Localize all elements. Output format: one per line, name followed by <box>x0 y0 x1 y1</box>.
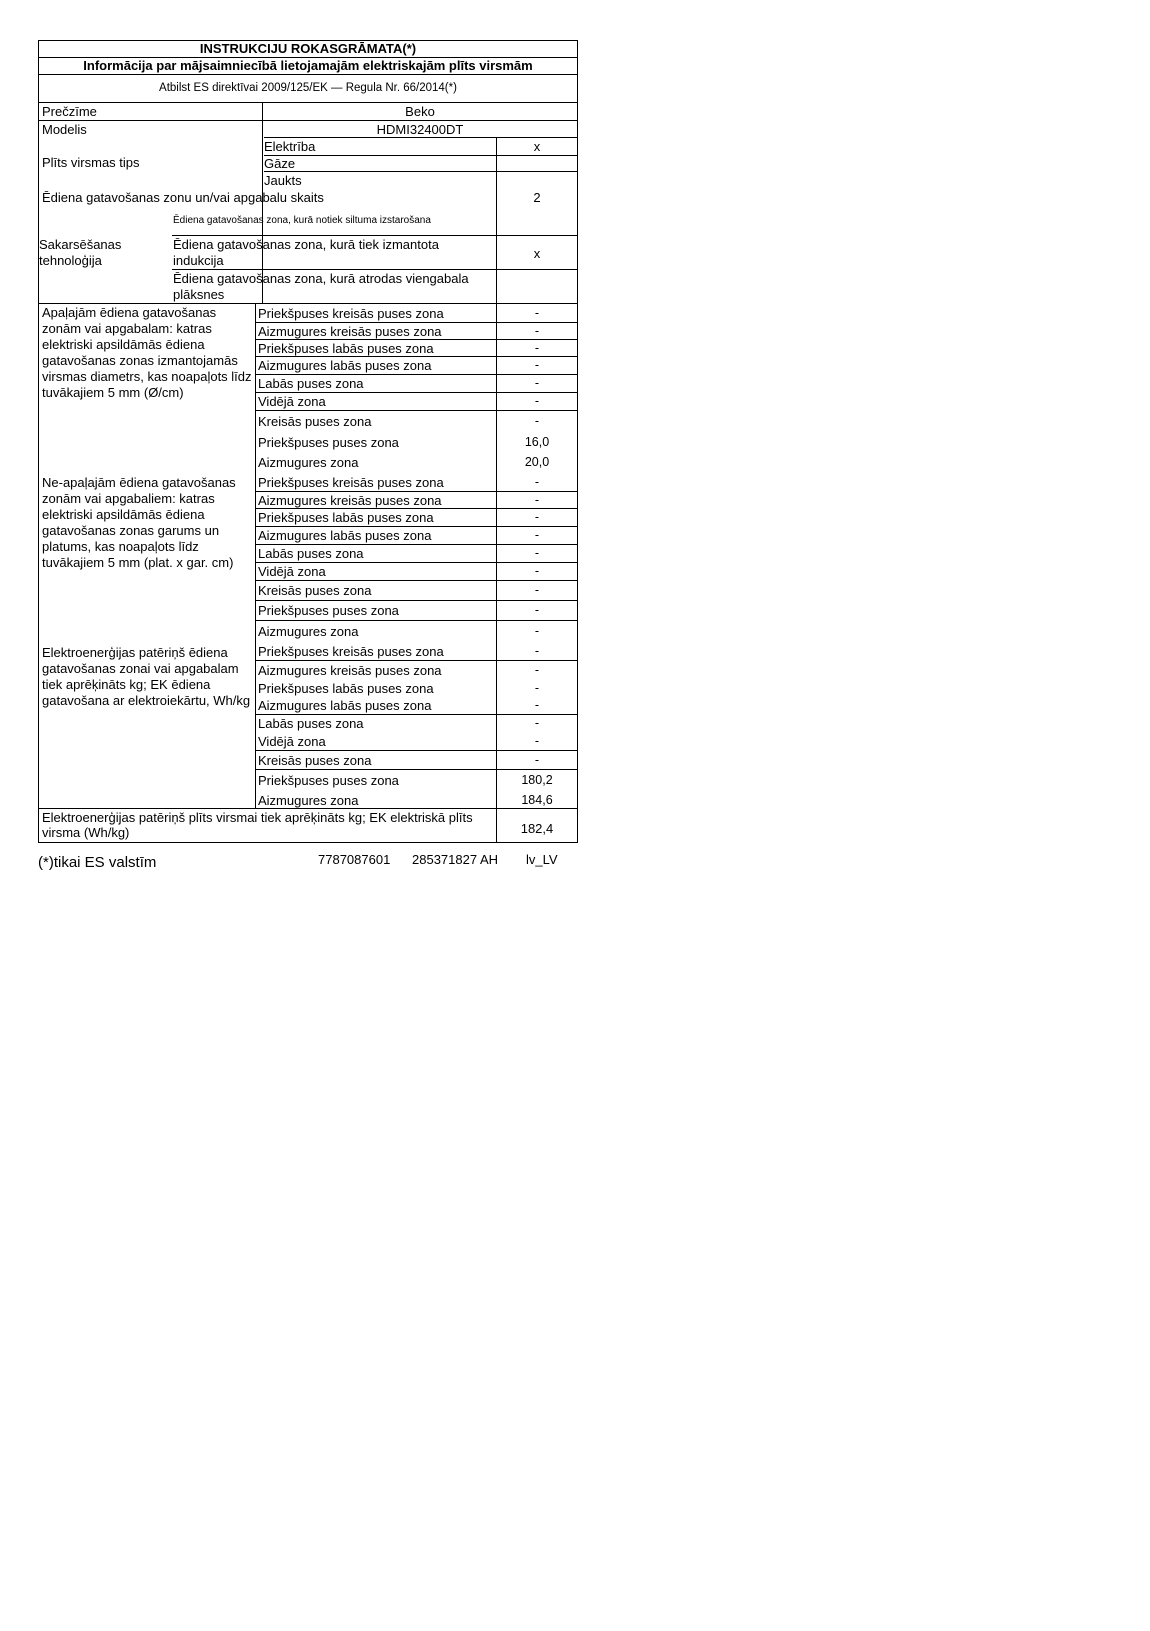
zone-value: - <box>534 663 540 677</box>
zone-name: Priekšpuses puses zona <box>258 435 399 450</box>
zone-name: Priekšpuses kreisās puses zona <box>258 475 444 490</box>
zone-value: - <box>534 324 540 338</box>
zone-name: Labās puses zona <box>258 716 364 731</box>
zone-value: - <box>534 528 540 542</box>
hob-type-option: Gāze <box>264 156 296 171</box>
divider <box>256 508 578 509</box>
zone-name: Priekšpuses kreisās puses zona <box>258 306 444 321</box>
zone-value: - <box>534 583 540 597</box>
zone-value: - <box>534 624 540 638</box>
divider <box>256 660 578 661</box>
zone-name: Aizmugures kreisās puses zona <box>258 324 442 339</box>
hob-type-option: Jaukts <box>264 173 302 188</box>
zone-name: Vidējā zona <box>258 564 326 579</box>
zone-value: - <box>534 564 540 578</box>
zone-name: Priekšpuses puses zona <box>258 603 399 618</box>
divider <box>38 74 578 75</box>
zone-name: Vidējā zona <box>258 734 326 749</box>
divider <box>256 544 578 545</box>
hob-type-mark: x <box>533 139 541 154</box>
zone-value: - <box>534 306 540 320</box>
divider <box>172 269 578 270</box>
heating-technology-option: Ēdiena gatavošanas zona, kurā notiek siltuma izstarošana <box>173 215 431 226</box>
divider <box>256 491 578 492</box>
table-border-right <box>577 40 578 842</box>
document-subtitle: Informācija par mājsaimniecībā lietojamajām elektriskajām plīts virsmām <box>83 58 533 73</box>
zone-name: Aizmugures zona <box>258 455 359 470</box>
zone-value: - <box>534 681 540 695</box>
zone-value: - <box>534 376 540 390</box>
zone-value: - <box>534 716 540 730</box>
zone-value: - <box>534 603 540 617</box>
zone-name: Vidējā zona <box>258 394 326 409</box>
divider <box>256 580 578 581</box>
heating-technology-label: Sakarsēšanas tehnoloģija <box>39 237 122 268</box>
divider <box>256 562 578 563</box>
round-zones-label: Apaļajām ēdiena gatavošanas zonām vai apgabalam: katras elektriski apsildāmās ēdiena gatavošanas zonas izmantojamās virsmas diametrs, kas noapaļots līdz tuvākajiem 5 mm (Ø/cm) <box>42 305 252 400</box>
zone-value: - <box>534 414 540 428</box>
divider <box>264 155 578 156</box>
zone-value: - <box>534 510 540 524</box>
model-value: HDMI32400DT <box>376 122 464 137</box>
heating-technology-mark: x <box>533 246 541 261</box>
hob-type-label: Plīts virsmas tips <box>42 155 140 170</box>
table-border-left <box>38 40 39 842</box>
divider <box>256 526 578 527</box>
zone-name: Aizmugures kreisās puses zona <box>258 493 442 508</box>
divider <box>256 374 578 375</box>
zone-name: Kreisās puses zona <box>258 753 372 768</box>
zone-name: Aizmugures labās puses zona <box>258 358 432 373</box>
divider <box>256 339 578 340</box>
divider <box>256 750 578 751</box>
zone-value: - <box>534 753 540 767</box>
divider <box>256 600 578 601</box>
column-divider <box>255 303 256 808</box>
divider <box>256 322 578 323</box>
zone-name: Priekšpuses labās puses zona <box>258 681 434 696</box>
non-round-zones-label: Ne-apaļajām ēdiena gatavošanas zonām vai apgabaliem: katras elektriski apsildāmās ēdiena gatavošanas zonas garums un platums, kas noapaļots līdz tuvākajiem 5 mm (plat. x gar. cm) <box>42 475 236 570</box>
zone-value: - <box>534 493 540 507</box>
zone-name: Aizmugures labās puses zona <box>258 698 432 713</box>
divider <box>256 356 578 357</box>
zone-value: - <box>534 394 540 408</box>
footer-note: (*)tikai ES valstīm <box>38 854 157 871</box>
zone-value: - <box>534 698 540 712</box>
zone-value: 20,0 <box>524 455 550 469</box>
footer-code: 7787087601 <box>318 852 391 867</box>
zone-value: 184,6 <box>521 793 553 807</box>
zone-value: 180,2 <box>521 773 553 787</box>
zone-value: - <box>534 341 540 355</box>
zone-value: - <box>534 734 540 748</box>
footer-locale: lv_LV <box>526 852 558 867</box>
divider <box>264 171 578 172</box>
footer-code: 285371827 AH <box>412 852 499 867</box>
column-divider <box>496 137 497 303</box>
divider <box>256 769 578 770</box>
divider <box>172 235 578 236</box>
divider <box>38 120 578 121</box>
zone-count-value: 2 <box>533 190 541 205</box>
zone-name: Kreisās puses zona <box>258 583 372 598</box>
divider <box>256 714 578 715</box>
zone-name: Priekšpuses puses zona <box>258 773 399 788</box>
divider <box>38 842 578 843</box>
zone-name: Labās puses zona <box>258 376 364 391</box>
brand-label: Prečzīme <box>42 104 97 119</box>
zone-name: Aizmugures kreisās puses zona <box>258 663 442 678</box>
zone-count-label: Ēdiena gatavošanas zonu un/vai apgabalu skaits <box>42 190 324 205</box>
divider <box>38 303 578 304</box>
zone-value: - <box>534 475 540 489</box>
divider <box>264 137 578 138</box>
zone-name: Kreisās puses zona <box>258 414 372 429</box>
divider <box>38 808 578 809</box>
zone-name: Labās puses zona <box>258 546 364 561</box>
zone-value: 16,0 <box>524 435 550 449</box>
zone-name: Priekšpuses labās puses zona <box>258 510 434 525</box>
hob-type-option: Elektrība <box>264 139 316 154</box>
brand-value: Beko <box>405 104 435 119</box>
zone-name: Priekšpuses kreisās puses zona <box>258 644 444 659</box>
directive-reference: Atbilst ES direktīvai 2009/125/EK — Regula Nr. 66/2014(*) <box>159 82 457 94</box>
document-title: INSTRUKCIJU ROKASGRĀMATA(*) <box>199 41 417 56</box>
total-energy-label: Elektroenerģijas patēriņš plīts virsmai tiek aprēķināts kg; EK elektriskā plīts virsma (Wh/kg) <box>42 810 473 840</box>
zone-value: - <box>534 644 540 658</box>
zone-value: - <box>534 358 540 372</box>
divider <box>256 392 578 393</box>
divider <box>38 102 578 103</box>
zone-value: - <box>534 546 540 560</box>
divider <box>256 620 578 621</box>
zone-name: Aizmugures zona <box>258 793 359 808</box>
model-label: Modelis <box>42 122 87 137</box>
heating-technology-option: Ēdiena gatavošanas zona, kurā tiek izmantota indukcija <box>173 237 439 268</box>
zone-name: Aizmugures labās puses zona <box>258 528 432 543</box>
zone-energy-label: Elektroenerģijas patēriņš ēdiena gatavošanas zonai vai apgabalam tiek aprēķināts kg; EK ēdiena gatavošana ar elektroiekārtu, Wh/kg <box>42 645 251 708</box>
zone-name: Priekšpuses labās puses zona <box>258 341 434 356</box>
divider <box>256 410 578 411</box>
zone-name: Aizmugures zona <box>258 624 359 639</box>
heating-technology-option: Ēdiena gatavošanas zona, kurā atrodas viengabala plāksnes <box>173 271 469 302</box>
total-energy-value: 182,4 <box>520 821 554 836</box>
